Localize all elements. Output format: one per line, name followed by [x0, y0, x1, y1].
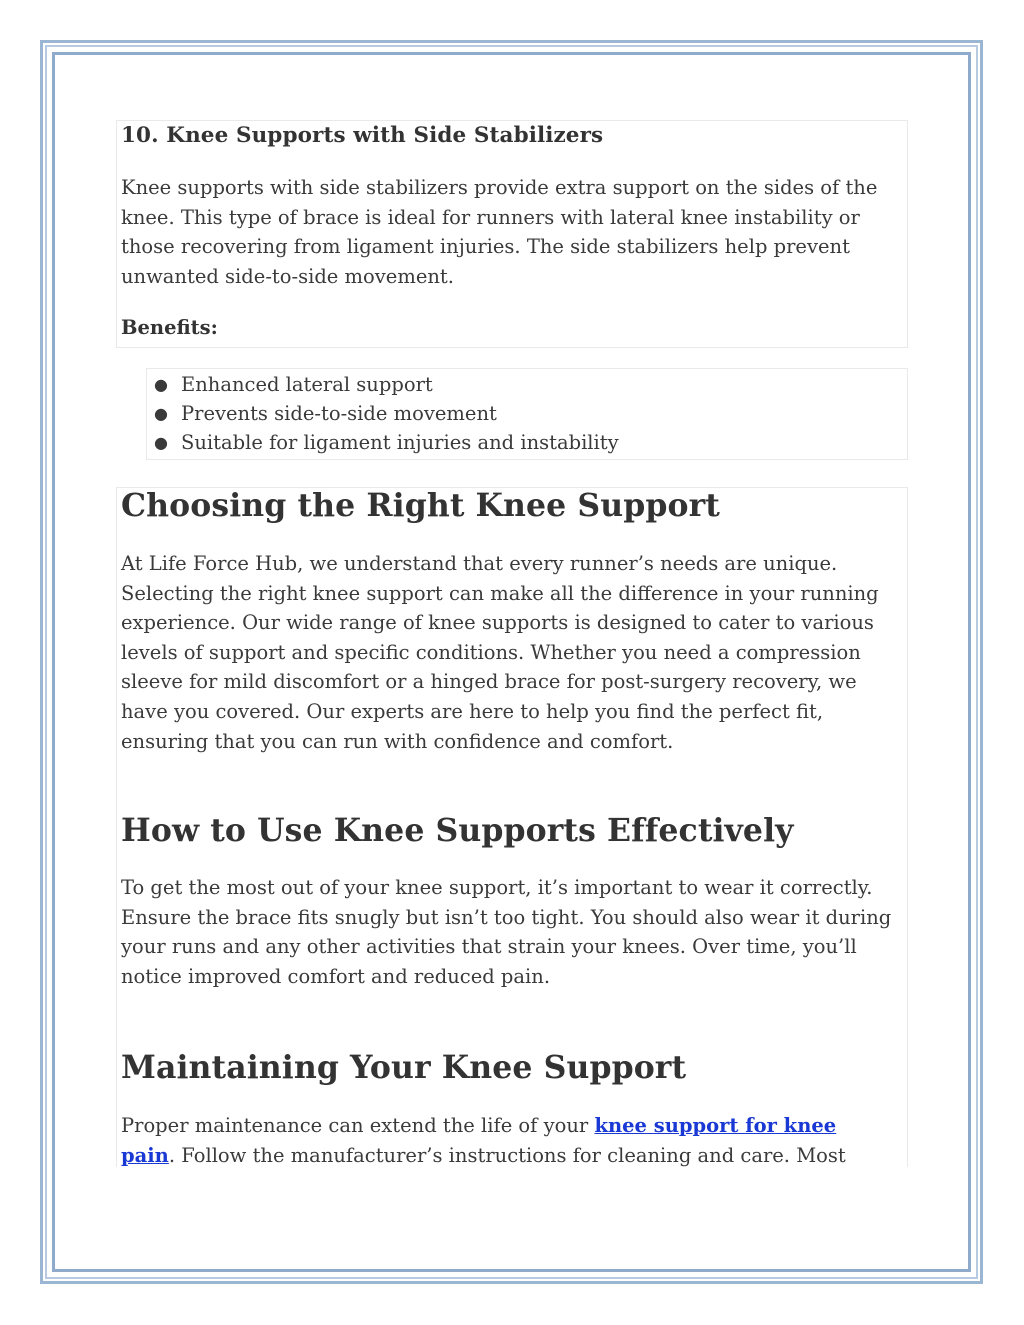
choosing-heading: Choosing the Right Knee Support: [121, 487, 720, 524]
knee-support-link[interactable]: knee support for knee: [594, 1114, 837, 1137]
section-10-heading: 10. Knee Supports with Side Stabilizers: [121, 123, 604, 148]
paragraph-line: To get the most out of your knee support, it’s important to wear it correctly.: [121, 876, 873, 899]
bullet-icon: ●: [154, 404, 168, 423]
knee-support-link-continued[interactable]: pain: [121, 1143, 169, 1167]
paragraph-line: unwanted side-to-side movement.: [121, 264, 454, 288]
paragraph-line: Knee supports with side stabilizers provide extra support on the sides of the: [121, 176, 878, 199]
benefits-list: [150, 370, 619, 457]
maintaining-paragraph: [121, 1111, 896, 1170]
list-item-text: Enhanced lateral support: [181, 373, 433, 396]
paragraph-line: have you covered. Our experts are here to help you find the perfect fit,: [121, 699, 824, 723]
paragraph-line: sleeve for mild discomfort or a hinged brace for post-surgery recovery, we: [121, 670, 857, 694]
how-to-paragraph: [121, 873, 896, 991]
choosing-paragraph: [121, 549, 896, 756]
how-to-heading: How to Use Knee Supports Effectively: [121, 812, 794, 849]
section-10-paragraph: [121, 173, 896, 291]
list-item-text: Suitable for ligament injuries and instability: [181, 431, 619, 454]
paragraph-line: experience. Our wide range of knee supports is designed to cater to various: [121, 611, 874, 635]
paragraph-line: levels of support and specific conditions. Whether you need a compression: [121, 640, 861, 664]
maintaining-heading: Maintaining Your Knee Support: [121, 1049, 687, 1086]
paragraph-line: ensuring that you can run with confidence and comfort.: [121, 729, 674, 753]
paragraph-line: Selecting the right knee support can make all the difference in your running: [121, 581, 879, 605]
paragraph-line: your runs and any other activities that strain your knees. Over time, you’ll: [121, 935, 857, 959]
paragraph-line: [121, 1141, 896, 1171]
list-item: [150, 399, 619, 428]
list-item: [150, 428, 619, 457]
paragraph-line: Ensure the brace fits snugly but isn’t too tight. You should also wear it during: [121, 905, 892, 929]
benefits-label: Benefits:: [121, 316, 218, 339]
list-item: [150, 370, 619, 399]
bullet-icon: ●: [154, 433, 168, 452]
paragraph-text: . Follow the manufacturer’s instructions for cleaning and care. Most: [168, 1143, 846, 1167]
list-item-text: Prevents side-to-side movement: [181, 402, 497, 425]
paragraph-line: At Life Force Hub, we understand that every runner’s needs are unique.: [121, 552, 838, 575]
bullet-icon: ●: [154, 375, 168, 394]
paragraph-line: [121, 1111, 896, 1141]
paragraph-line: knee. This type of brace is ideal for runners with lateral knee instability or: [121, 205, 860, 229]
paragraph-line: notice improved comfort and reduced pain.: [121, 964, 551, 988]
paragraph-line: those recovering from ligament injuries. The side stabilizers help prevent: [121, 235, 850, 259]
paragraph-text: Proper maintenance can extend the life of your: [121, 1114, 595, 1137]
